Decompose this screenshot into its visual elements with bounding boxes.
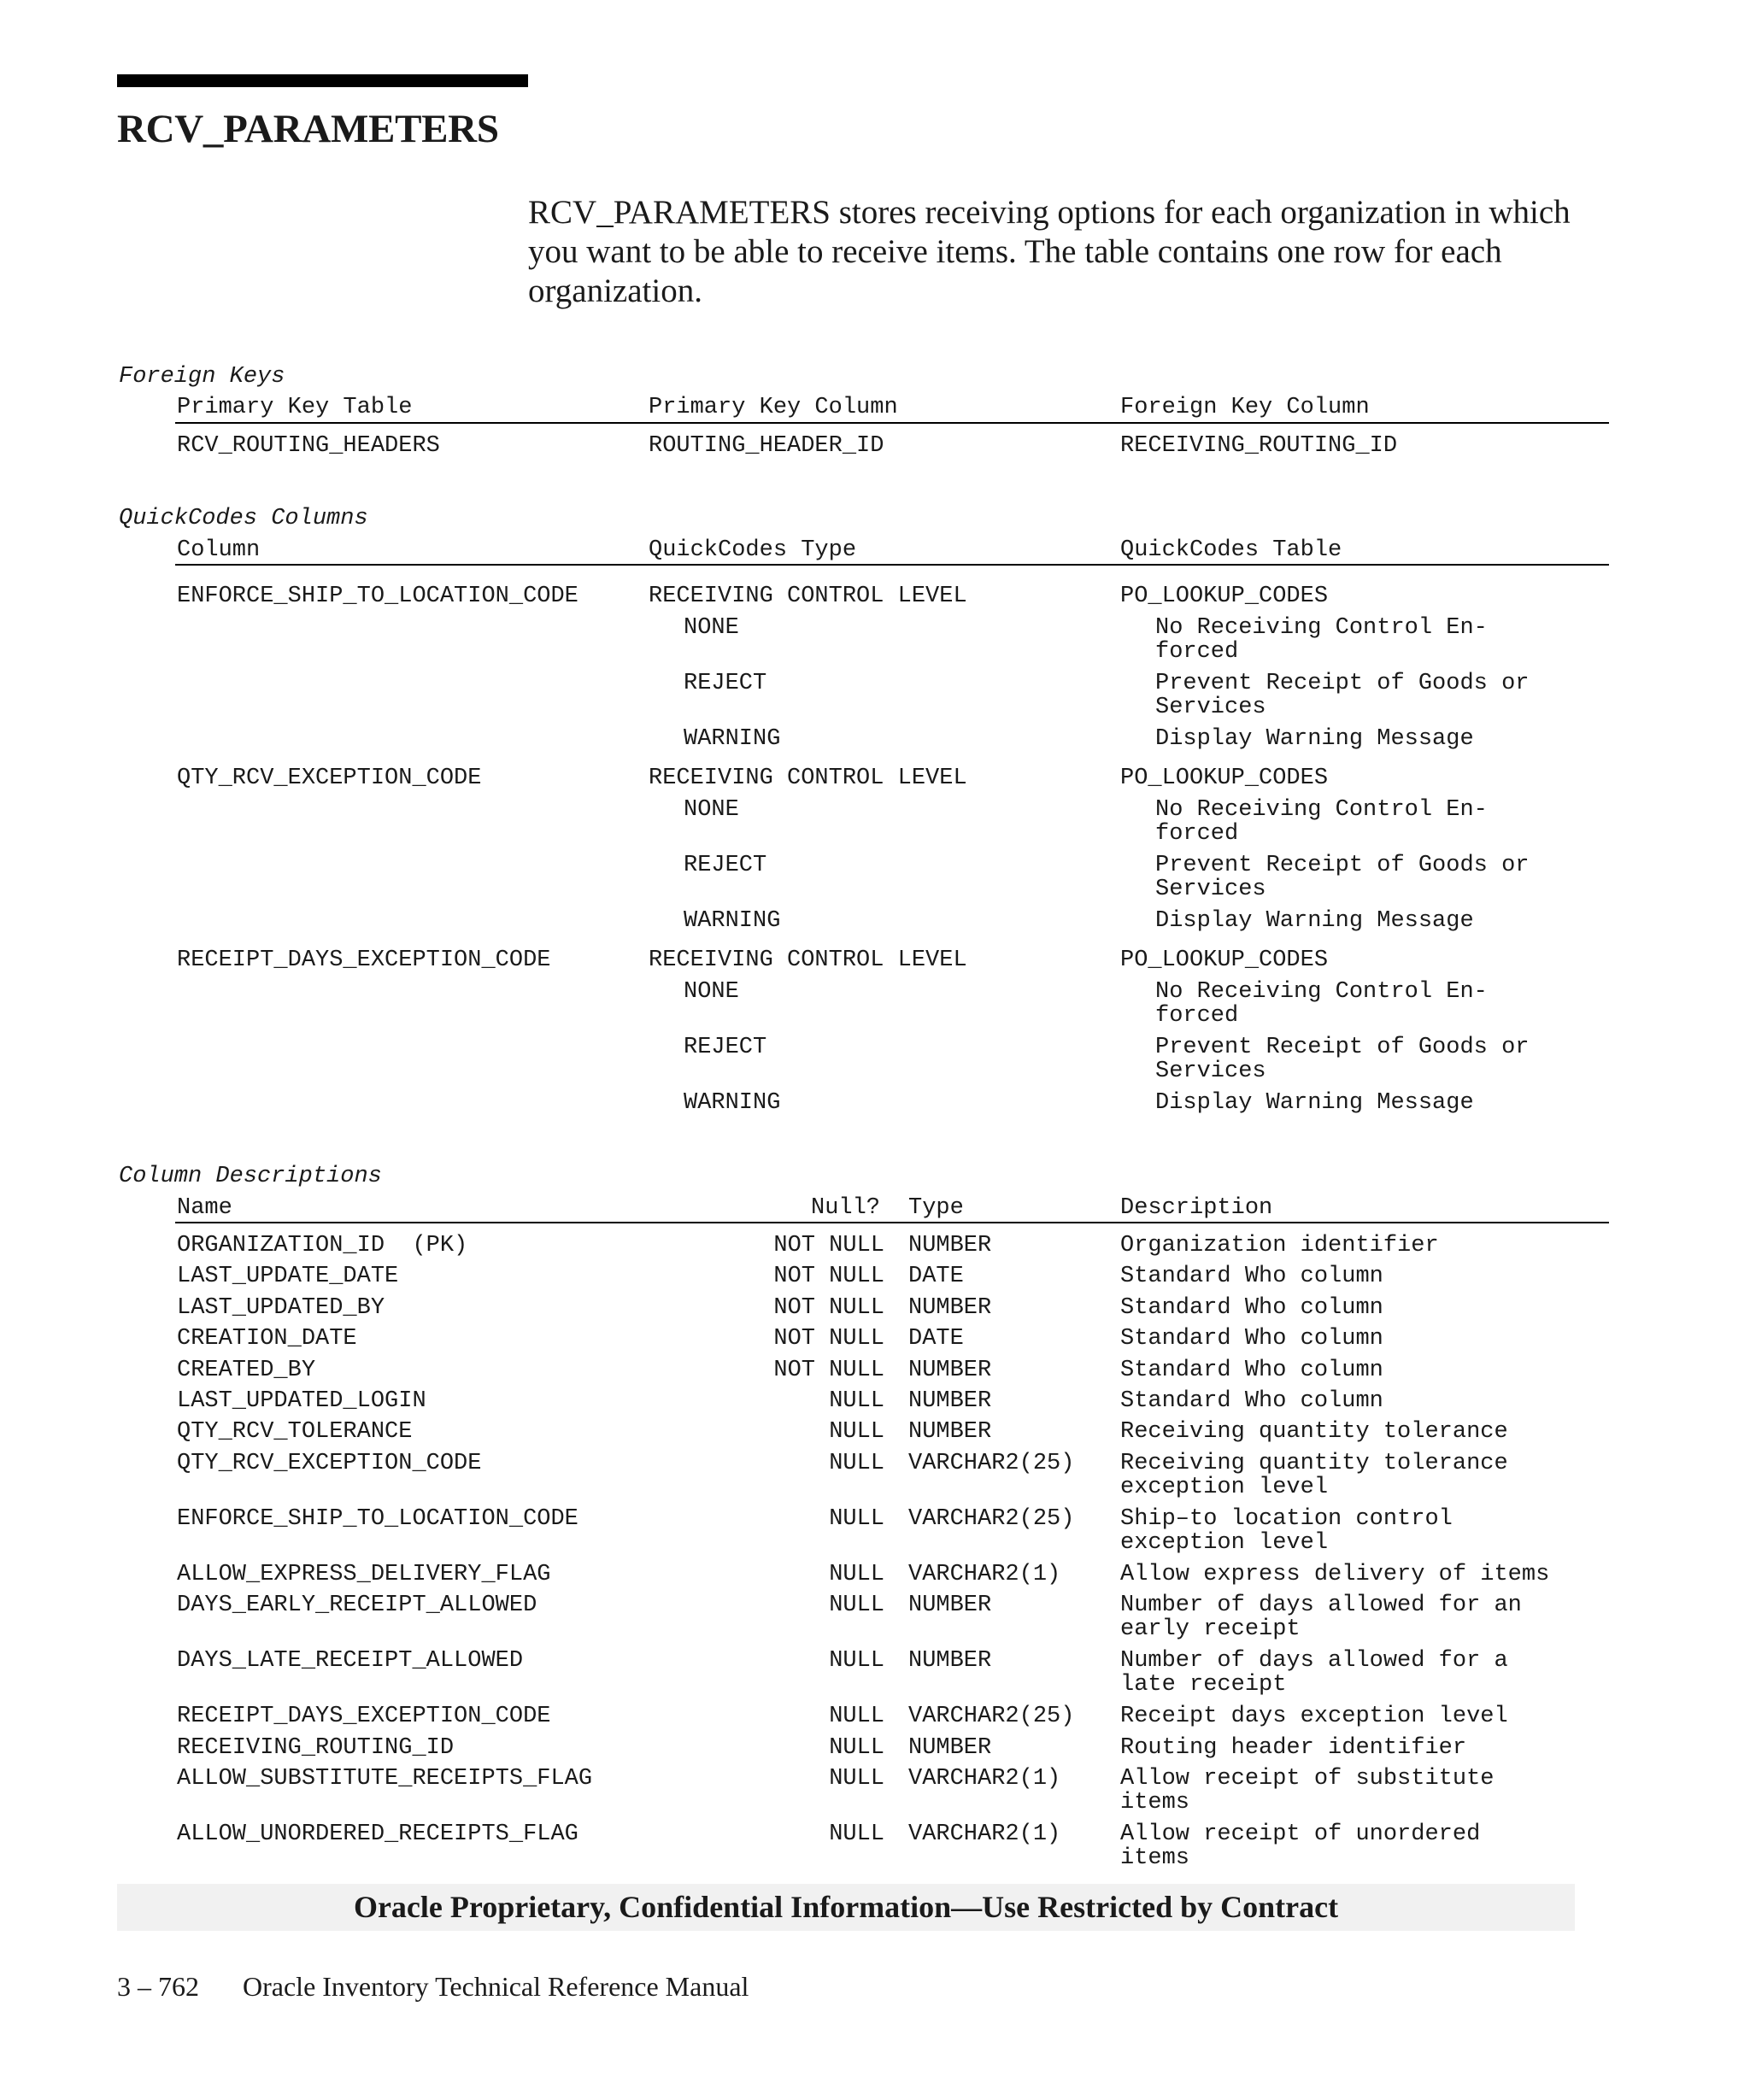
- column-description: Receipt days exception level: [1120, 1704, 1508, 1730]
- column-null: NOT NULL: [773, 1294, 884, 1321]
- fk-header-pk-table: Primary Key Table: [177, 395, 413, 420]
- table-intro: RCV_PARAMETERS stores receiving options for each organization in which you want to be able to receive items. The table contains one row for each organization.: [528, 194, 1571, 309]
- column-type: VARCHAR2(1): [908, 1821, 1061, 1847]
- qc-code-description: No Receiving Control En- forced: [1155, 615, 1488, 665]
- column-name: QTY_RCV_EXCEPTION_CODE: [177, 1450, 482, 1476]
- column-type: NUMBER: [908, 1233, 992, 1258]
- column-null: NOT NULL: [773, 1357, 884, 1383]
- qc-header-rule: [175, 564, 1609, 566]
- qc-code: NONE: [684, 979, 739, 1005]
- column-description: Allow receipt of substitute items: [1120, 1766, 1495, 1816]
- col-header-type: Type: [908, 1195, 964, 1221]
- qc-table: PO_LOOKUP_CODES: [1120, 947, 1329, 973]
- column-description: Routing header identifier: [1120, 1734, 1467, 1761]
- qc-code: REJECT: [684, 1035, 767, 1060]
- column-null: NULL: [829, 1648, 884, 1675]
- column-type: VARCHAR2(25): [908, 1450, 1075, 1476]
- qc-code-description: No Receiving Control En- forced: [1155, 979, 1488, 1029]
- qc-type: RECEIVING CONTROL LEVEL: [649, 584, 967, 609]
- column-description: Allow express delivery of items: [1120, 1561, 1550, 1587]
- column-name: QTY_RCV_TOLERANCE: [177, 1419, 413, 1446]
- column-name: ALLOW_SUBSTITUTE_RECEIPTS_FLAG: [177, 1766, 593, 1792]
- column-type: NUMBER: [908, 1734, 992, 1761]
- title-rule: [117, 74, 528, 87]
- column-description: Organization identifier: [1120, 1233, 1439, 1258]
- qc-code: REJECT: [684, 853, 767, 878]
- qc-column-name: RECEIPT_DAYS_EXCEPTION_CODE: [177, 947, 551, 973]
- column-name: CREATED_BY: [177, 1357, 316, 1383]
- column-description: Number of days allowed for an early receipt: [1120, 1593, 1522, 1643]
- column-null: NULL: [829, 1561, 884, 1587]
- foreign-keys-label: Foreign Keys: [119, 364, 285, 390]
- qc-column-name: ENFORCE_SHIP_TO_LOCATION_CODE: [177, 584, 578, 609]
- fk-pk-table: RCV_ROUTING_HEADERS: [177, 433, 440, 459]
- col-header-rule: [175, 1222, 1609, 1223]
- qc-code-description: Display Warning Message: [1155, 908, 1474, 934]
- page-number: 3 – 762: [117, 1971, 199, 2002]
- qc-header-table: QuickCodes Table: [1120, 537, 1342, 563]
- fk-header-fk-column: Foreign Key Column: [1120, 395, 1370, 420]
- qc-column-name: QTY_RCV_EXCEPTION_CODE: [177, 766, 482, 791]
- column-type: DATE: [908, 1326, 964, 1352]
- column-name: LAST_UPDATED_BY: [177, 1294, 385, 1321]
- column-type: VARCHAR2(25): [908, 1704, 1075, 1730]
- manual-title: Oracle Inventory Technical Reference Manual: [243, 1971, 749, 2002]
- column-name: ORGANIZATION_ID (PK): [177, 1233, 468, 1258]
- column-name: ENFORCE_SHIP_TO_LOCATION_CODE: [177, 1505, 578, 1532]
- column-name: RECEIVING_ROUTING_ID: [177, 1734, 455, 1761]
- column-description: Standard Who column: [1120, 1357, 1383, 1383]
- column-null: NOT NULL: [773, 1233, 884, 1258]
- column-name: ALLOW_EXPRESS_DELIVERY_FLAG: [177, 1561, 551, 1587]
- column-description: Allow receipt of unordered items: [1120, 1821, 1481, 1871]
- column-name: DAYS_EARLY_RECEIPT_ALLOWED: [177, 1593, 537, 1619]
- column-null: NULL: [829, 1419, 884, 1446]
- qc-code-description: Prevent Receipt of Goods or Services: [1155, 1035, 1530, 1084]
- fk-header-rule: [175, 422, 1609, 424]
- column-name: LAST_UPDATE_DATE: [177, 1264, 399, 1290]
- column-null: NULL: [829, 1593, 884, 1619]
- column-type: NUMBER: [908, 1388, 992, 1414]
- column-null: NULL: [829, 1450, 884, 1476]
- qc-code-description: Prevent Receipt of Goods or Services: [1155, 853, 1530, 902]
- fk-pk-column: ROUTING_HEADER_ID: [649, 433, 884, 459]
- column-type: VARCHAR2(25): [908, 1505, 1075, 1532]
- column-null: NULL: [829, 1734, 884, 1761]
- column-description: Standard Who column: [1120, 1326, 1383, 1352]
- col-header-description: Description: [1120, 1195, 1273, 1221]
- qc-table: PO_LOOKUP_CODES: [1120, 766, 1329, 791]
- qc-code-description: No Receiving Control En- forced: [1155, 797, 1488, 847]
- quickcodes-label: QuickCodes Columns: [119, 506, 368, 531]
- fk-fk-column: RECEIVING_ROUTING_ID: [1120, 433, 1398, 459]
- column-null: NULL: [829, 1704, 884, 1730]
- col-header-name: Name: [177, 1195, 232, 1221]
- qc-code: WARNING: [684, 726, 781, 752]
- column-type: DATE: [908, 1264, 964, 1290]
- qc-code-description: Prevent Receipt of Goods or Services: [1155, 671, 1530, 720]
- column-description: Standard Who column: [1120, 1388, 1383, 1414]
- column-type: NUMBER: [908, 1648, 992, 1675]
- column-null: NULL: [829, 1505, 884, 1532]
- fk-header-pk-column: Primary Key Column: [649, 395, 898, 420]
- column-name: RECEIPT_DAYS_EXCEPTION_CODE: [177, 1704, 551, 1730]
- column-name: CREATION_DATE: [177, 1326, 357, 1352]
- qc-header-type: QuickCodes Type: [649, 537, 857, 563]
- qc-code-description: Display Warning Message: [1155, 726, 1474, 752]
- column-name: LAST_UPDATED_LOGIN: [177, 1388, 426, 1414]
- column-type: VARCHAR2(1): [908, 1561, 1061, 1587]
- column-type: NUMBER: [908, 1294, 992, 1321]
- qc-type: RECEIVING CONTROL LEVEL: [649, 766, 967, 791]
- column-null: NOT NULL: [773, 1264, 884, 1290]
- column-description: Number of days allowed for a late receipt: [1120, 1648, 1508, 1698]
- qc-type: RECEIVING CONTROL LEVEL: [649, 947, 967, 973]
- qc-code: NONE: [684, 615, 739, 641]
- column-description: Ship–to location control exception level: [1120, 1505, 1453, 1556]
- column-null: NULL: [829, 1388, 884, 1414]
- column-descriptions-label: Column Descriptions: [119, 1164, 382, 1189]
- confidential-notice: Oracle Proprietary, Confidential Information––Use Restricted by Contract: [353, 1890, 1339, 1924]
- column-type: NUMBER: [908, 1357, 992, 1383]
- column-type: NUMBER: [908, 1593, 992, 1619]
- column-null: NULL: [829, 1821, 884, 1847]
- column-description: Standard Who column: [1120, 1294, 1383, 1321]
- column-null: NOT NULL: [773, 1326, 884, 1352]
- column-description: Receiving quantity tolerance exception level: [1120, 1450, 1508, 1500]
- qc-code: WARNING: [684, 1090, 781, 1116]
- column-description: Receiving quantity tolerance: [1120, 1419, 1508, 1446]
- qc-code: REJECT: [684, 671, 767, 696]
- column-type: VARCHAR2(1): [908, 1766, 1061, 1792]
- qc-code: NONE: [684, 797, 739, 823]
- page-title: RCV_PARAMETERS: [117, 107, 499, 151]
- column-description: Standard Who column: [1120, 1264, 1383, 1290]
- column-name: DAYS_LATE_RECEIPT_ALLOWED: [177, 1648, 524, 1675]
- column-type: NUMBER: [908, 1419, 992, 1446]
- qc-code: WARNING: [684, 908, 781, 934]
- qc-header-column: Column: [177, 537, 261, 563]
- column-null: NULL: [829, 1766, 884, 1792]
- column-name: ALLOW_UNORDERED_RECEIPTS_FLAG: [177, 1821, 578, 1847]
- qc-table: PO_LOOKUP_CODES: [1120, 584, 1329, 609]
- col-header-null: Null?: [811, 1195, 881, 1221]
- qc-code-description: Display Warning Message: [1155, 1090, 1474, 1116]
